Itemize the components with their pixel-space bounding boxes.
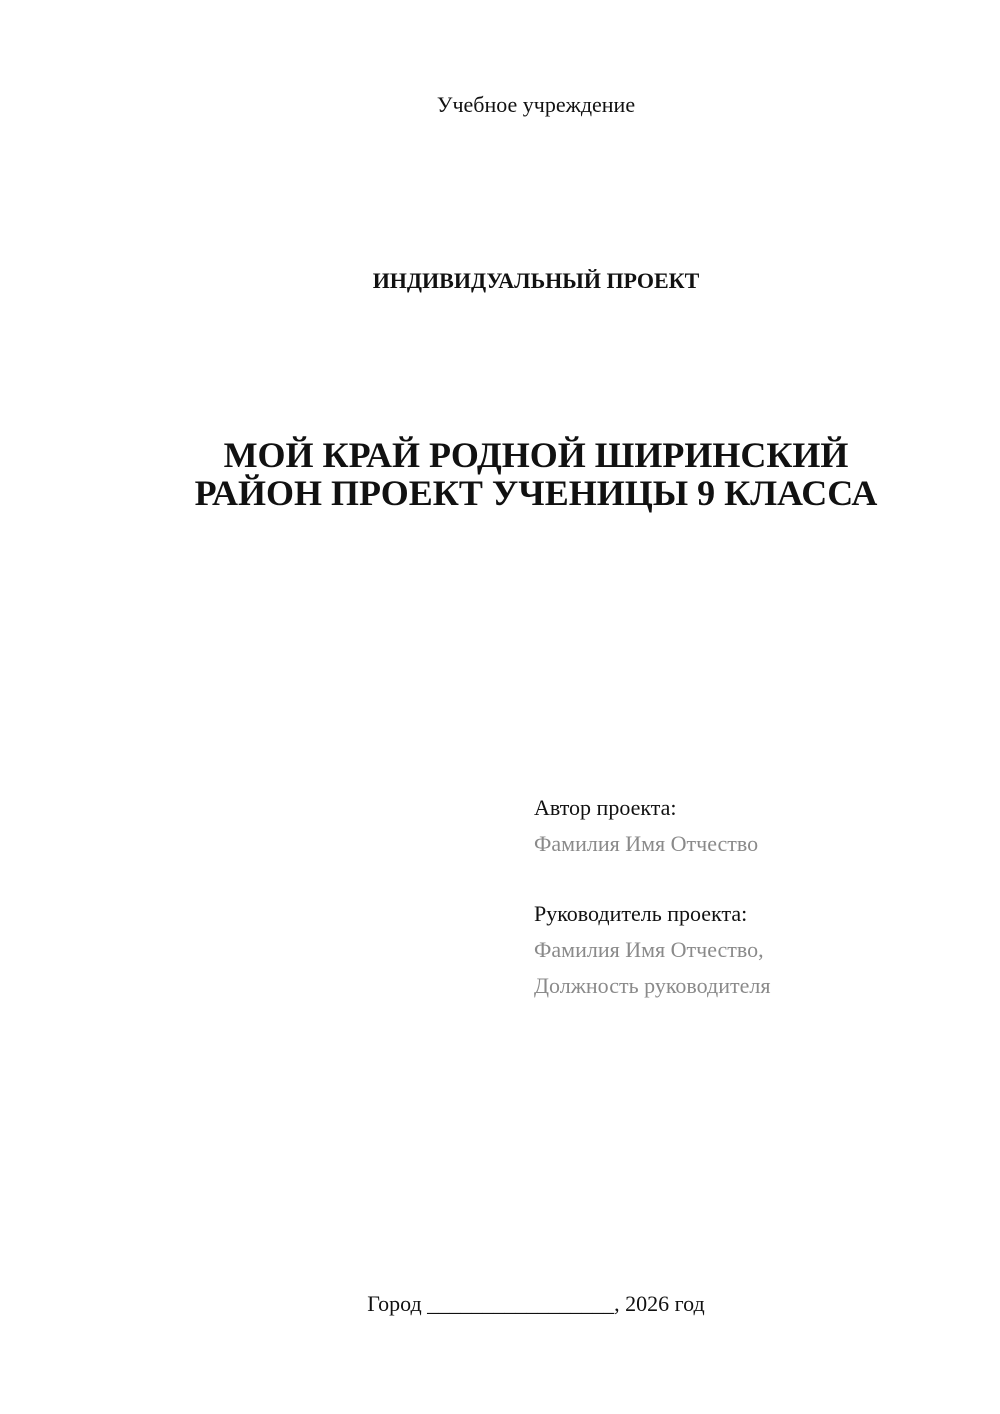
project-title-line-1: МОЙ КРАЙ РОДНОЙ ШИРИНСКИЙ — [223, 435, 849, 475]
supervisor-name: Фамилия Имя Отчество, — [534, 937, 764, 962]
project-credits — [534, 790, 974, 1004]
author-name: Фамилия Имя Отчество — [534, 831, 759, 856]
project-title-line-2: РАЙОН ПРОЕКТ УЧЕНИЦЫ 9 КЛАССА — [194, 473, 878, 513]
city-year-line: Город _________________, 2026 год — [367, 1291, 705, 1316]
author-label: Автор проекта: — [534, 795, 677, 820]
institution-name: Учебное учреждение — [436, 92, 636, 117]
credits-spacer — [534, 862, 974, 896]
project-type-heading: ИНДИВИДУАЛЬНЫЙ ПРОЕКТ — [372, 268, 700, 293]
supervisor-label: Руководитель проекта: — [534, 901, 748, 926]
supervisor-position: Должность руководителя — [534, 973, 771, 998]
project-title — [100, 436, 972, 512]
